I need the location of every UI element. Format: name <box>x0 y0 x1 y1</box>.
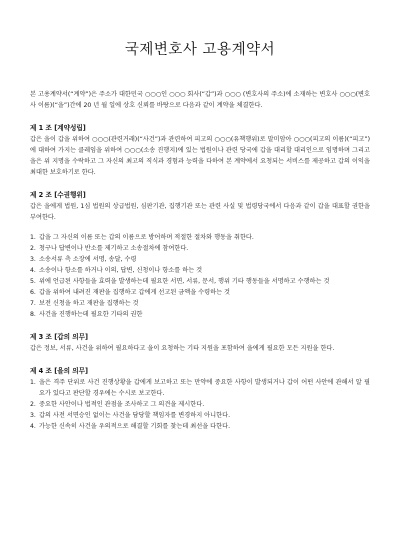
item-text: 을은 격주 단위로 사건 진행상황을 갑에게 보고하고 또는 만약에 중요한 사항이 발생되거나 갑이 어떤 사안에 관해서 알 필요가 있다고 판단할 경우에는 수시로 보고한다. <box>39 379 370 397</box>
item-text: 사건을 진행하는데 필요한 기타의 권한 <box>39 311 143 318</box>
article-4 <box>30 366 370 432</box>
document-title: 국제변호사 고용계약서 <box>124 42 276 58</box>
item-text: 소송이나 항소를 하거나 이의, 답변, 신청이나 항소를 하는 것 <box>39 267 203 274</box>
item-number: 1. <box>30 234 36 241</box>
item-number: 2. <box>30 245 36 252</box>
item-number: 2. <box>30 401 36 408</box>
item-number: 6. <box>30 289 36 296</box>
article-heading: 제 1 조 [계약성립] <box>30 124 86 132</box>
list-item <box>30 254 370 265</box>
article-body: 갑은 을에게 법원, 1심 법원의 상급법원, 심판기관, 집행기관 또는 관련 사실 및 법령당국에서 다음과 같이 갑을 대표할 권한을 부여한다. <box>30 203 370 221</box>
list-item <box>30 399 370 410</box>
list-item <box>30 232 370 243</box>
item-number: 3. <box>30 256 36 263</box>
intro-paragraph: 본 고용계약서(“계약”)은 주소가 대한민국 ○○○인 ○○○ 회사(“갑”)과 ○○○ (변호사의 주소)에 소재하는 변호사 ○○○(변호사 이름)(“을”)간에 20 년 월 일에 상호 신뢰를 바탕으로 다음과 같이 계약을 체결한다. <box>30 91 370 109</box>
item-text: 청구나 답변이나 반소를 제기하고 소송절차에 참여한다. <box>39 245 189 252</box>
list-item <box>30 309 370 320</box>
article-heading: 제 4 조 [을의 의무] <box>30 367 89 375</box>
item-number: 5. <box>30 278 36 285</box>
item-number: 4. <box>30 267 36 274</box>
item-number: 4. <box>30 423 36 430</box>
list-item <box>30 276 370 287</box>
article-heading: 제 3 조 [갑의 의무] <box>30 333 89 341</box>
list-item <box>30 265 370 276</box>
item-number: 7. <box>30 300 36 307</box>
item-text: 갑을 그 자신의 이름 또는 갑의 이름으로 방어하며 적절한 절차와 행동을 취한다. <box>39 234 254 241</box>
article-body: 갑은 정보, 서류, 사건을 위하여 필요하다고 을이 요청하는 기타 지원을 포함하여 을에게 필요한 모든 지원을 한다. <box>30 345 335 352</box>
item-text: 소송서류 측 소장에 서명, 송달, 수령 <box>39 256 137 263</box>
item-number: 3. <box>30 412 36 419</box>
item-text: 중요한 사안이나 법적인 관점을 조사하고 그 의견을 제시한다. <box>39 401 205 408</box>
item-text: 위에 언급된 사항들을 효력을 발생하는데 필요한 서면, 서류, 문서, 행위 기타 행동들을 서명하고 수행하는 것 <box>39 278 330 285</box>
article-item-list <box>30 232 370 320</box>
list-item <box>30 243 370 254</box>
list-item <box>30 410 370 421</box>
list-item <box>30 298 370 309</box>
item-number: 8. <box>30 311 36 318</box>
article-3 <box>30 332 370 354</box>
item-text: 보전 신청을 하고 재판을 집행하는 것 <box>39 300 139 307</box>
article-2 <box>30 190 370 320</box>
article-heading: 제 2 조 [수권행위] <box>30 191 86 199</box>
article-item-list <box>30 377 370 432</box>
list-item <box>30 287 370 298</box>
item-text: 갑을 위하여 내려진 재판을 집행하고 갑에게 선고된 금액을 수령하는 것 <box>39 289 231 296</box>
list-item <box>30 377 370 399</box>
article-1 <box>30 123 370 178</box>
list-item <box>30 421 370 432</box>
article-body: 갑은 을이 갑을 위하여 ○○○(관련거래)(“사건”)과 관련하여 피고의 ○○○(유책행위)로 말미암아 ○○○(피고의 이름)(“피고”)에 대하여 가지는 클레임을 위하여 ○○○(소송 진행지)에 있는 법원이나 관련 당국에 갑을 대리할 대리인으로 임명하며 그리고 을은 위 지명을 수락하고 그 자신의 최고의 직식과 경험과 능력을 다하여 본 계약에서 요청되는 서비스를 제공하고 갑의 이익을 최대한 보호하기로 한다. <box>30 136 370 176</box>
item-number: 1. <box>30 379 36 386</box>
item-text: 갑의 사전 서면승인 없이는 사건을 담당할 책임자를 변경하지 아니한다. <box>39 412 231 419</box>
item-text: 가능한 신속히 사건을 우의적으로 해결할 기회를 찾는데 최선을 다한다. <box>39 423 231 430</box>
